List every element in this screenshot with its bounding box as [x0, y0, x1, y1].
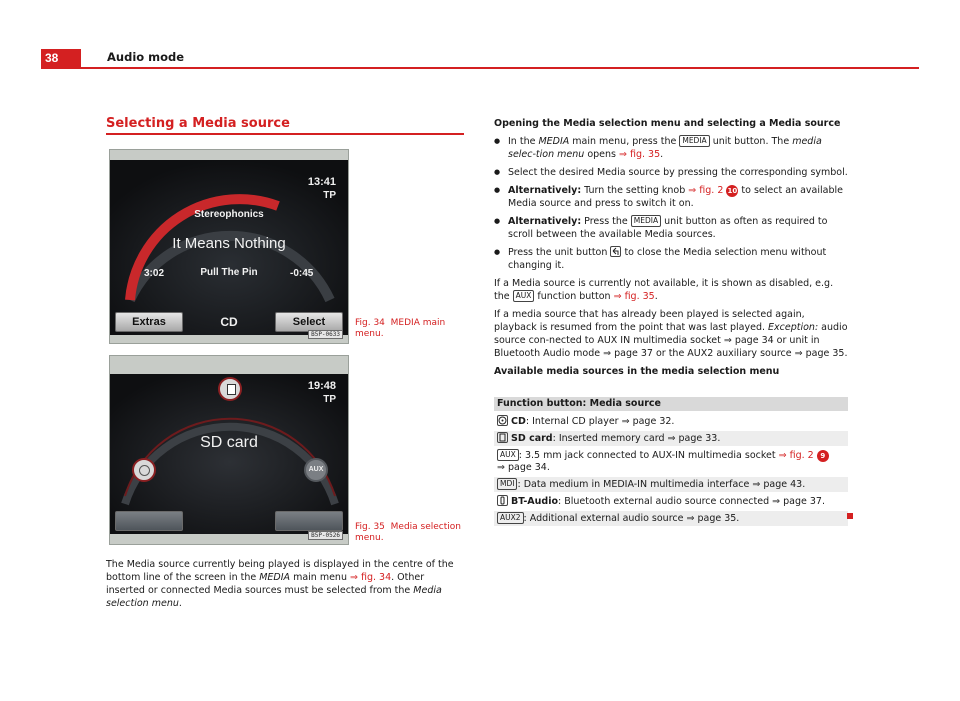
section-title: Selecting a Media source: [106, 116, 290, 131]
media-key: MEDIA: [679, 135, 709, 147]
table-row: SD card: Inserted memory card ⇒ page 33.: [494, 431, 848, 446]
figure-code: B5P-0633: [308, 330, 343, 339]
body-paragraph: The Media source currently being played is displayed in the centre of the bottom line of the screen in the MEDIA main menu ⇒ fig. 34. Other inserted or connected Media sources must be selected from the Media selection menu.: [106, 559, 454, 609]
soft-button-left[interactable]: [115, 511, 183, 531]
back-icon: [610, 246, 621, 257]
figure-link[interactable]: ⇒ fig. 35: [613, 291, 655, 302]
chapter-title: Audio mode: [107, 50, 185, 64]
album-name: Pull The Pin: [200, 267, 258, 278]
tp-indicator: TP: [323, 190, 336, 201]
figure-link[interactable]: ⇒ fig. 2: [688, 185, 724, 196]
figure-link[interactable]: ⇒ fig. 34: [350, 572, 392, 583]
phone-icon: [497, 495, 508, 506]
step-5: ● Press the unit button to close the Media selection menu without changing it.: [494, 246, 850, 272]
step-4: ● Alternatively: Press the MEDIA unit button as often as required to scroll between the available Media sources.: [494, 215, 850, 241]
callout-number: 9: [817, 450, 829, 462]
table-row: BT-Audio: Bluetooth external audio source connected ⇒ page 37.: [494, 494, 848, 509]
sd-card-icon[interactable]: [218, 377, 242, 401]
step-2: ● Select the desired Media source by pressing the corresponding symbol.: [494, 166, 850, 179]
instructions: [494, 117, 850, 378]
clock: 19:48: [307, 380, 336, 392]
instructions-heading: Opening the Media selection menu and selecting a Media source: [494, 118, 841, 129]
resume-note: If a media source that has already been played is selected again, playback is resumed from the point that was last played. Exception: audio source con-nected to AUX IN multimedia socket ⇒ page 34 or unit in Bluetooth Audio mode ⇒ page 37 or the AUX2 auxiliary source ⇒ page 35.: [494, 309, 848, 359]
cd-icon[interactable]: [132, 458, 156, 482]
header-rule: [41, 67, 919, 69]
extras-button[interactable]: Extras: [115, 312, 183, 332]
figure-link[interactable]: ⇒ fig. 35: [619, 149, 661, 160]
step-3: ● Alternatively: Turn the setting knob ⇒ fig. 2 10 to select an available Media source and press to switch it on.: [494, 184, 850, 210]
track-title: It Means Nothing: [172, 235, 286, 252]
table-title: Available media sources in the media selection menu: [494, 366, 780, 377]
aux-key: AUX: [513, 290, 535, 302]
page-number: 38: [41, 49, 81, 68]
table-row: CD: Internal CD player ⇒ page 32.: [494, 414, 848, 429]
unavailable-note: If a Media source is currently not available, it is shown as disabled, e.g. the AUX function button ⇒ fig. 35.: [494, 278, 834, 302]
step-1: ● In the MEDIA main menu, press the MEDIA unit button. The media selec-tion menu opens ⇒ fig. 35.: [494, 135, 850, 161]
cd-icon: [497, 415, 508, 426]
table-row: MDI : Data medium in MEDIA-IN multimedia interface ⇒ page 43.: [494, 477, 848, 492]
artist-name: Stereophonics: [194, 209, 264, 220]
remaining-time: -0:45: [290, 268, 314, 279]
soft-button-right[interactable]: [275, 511, 343, 531]
figure-code: B5P-0526: [308, 531, 343, 540]
figure-34-media-main-menu: [109, 149, 349, 344]
table-row: AUX : 3.5 mm jack connected to AUX-IN multimedia socket ⇒ fig. 2 9 ⇒ page 34.: [494, 448, 848, 475]
table-row: AUX2 : Additional external audio source ⇒ page 35.: [494, 511, 848, 526]
figure-link[interactable]: ⇒ fig. 2: [778, 450, 814, 461]
mdi-key: MDI: [497, 478, 517, 490]
elapsed-time: 3:02: [144, 268, 165, 279]
figure-35-media-selection-menu: [109, 355, 349, 545]
sd-card-icon: [497, 432, 508, 443]
callout-number: 10: [727, 187, 738, 195]
aux-button-disabled[interactable]: AUX: [304, 458, 328, 482]
clock: 13:41: [307, 176, 336, 188]
section-end-marker: [847, 513, 853, 519]
figure-34-caption: Fig. 34 MEDIA main menu.: [355, 318, 446, 339]
media-sources-table: [494, 397, 848, 528]
current-source-label: CD: [220, 315, 238, 329]
aux-key: AUX: [497, 449, 519, 461]
table-header: Function button: Media source: [494, 397, 848, 411]
select-button[interactable]: Select: [275, 312, 343, 332]
figure-35-caption: Fig. 35 Media selection menu.: [355, 522, 461, 543]
media-key: MEDIA: [631, 215, 661, 227]
selected-source-label: SD card: [200, 434, 258, 451]
tp-indicator: TP: [323, 394, 336, 405]
aux2-key: AUX2: [497, 512, 524, 524]
section-rule: [106, 133, 464, 135]
